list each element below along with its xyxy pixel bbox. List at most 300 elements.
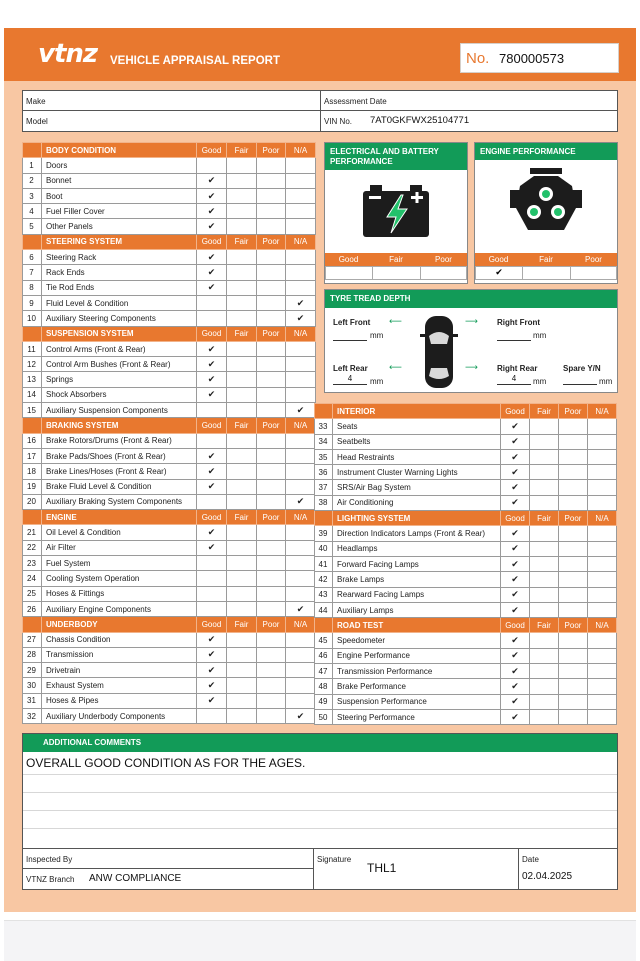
rating-cell-fair[interactable] <box>530 480 559 495</box>
rating-cell-good[interactable]: ✔ <box>197 448 227 463</box>
checklist-row <box>315 602 617 617</box>
rating-cell-poor[interactable] <box>559 465 588 480</box>
rating-cell-good[interactable]: ✔ <box>501 633 530 648</box>
rating-cell-na[interactable] <box>286 525 316 540</box>
item-label: Direction Indicators Lamps (Front & Rear) <box>333 526 501 541</box>
item-number: 16 <box>23 433 42 448</box>
rating-cell-fair[interactable] <box>227 341 257 356</box>
rating-cell-poor[interactable] <box>257 663 286 678</box>
item-number: 44 <box>315 602 333 617</box>
checklist-row <box>23 448 316 463</box>
rating-cell-fair[interactable] <box>227 403 257 418</box>
rating-cell-fair[interactable] <box>530 602 559 617</box>
rating-cell-good[interactable]: ✔ <box>197 663 227 678</box>
rating-header-na: N/A <box>588 618 617 633</box>
rating-cell-na[interactable] <box>588 602 617 617</box>
rating-cell-fair[interactable] <box>227 556 257 571</box>
rating-cell-na[interactable] <box>286 433 316 448</box>
rating-cell-good[interactable]: ✔ <box>197 678 227 693</box>
mm-unit: mm <box>370 331 384 340</box>
section-number-cell <box>315 404 333 419</box>
checklist-row <box>315 541 617 556</box>
rating-cell-fair[interactable] <box>227 188 257 203</box>
rating-cell-fair[interactable] <box>530 709 559 724</box>
rating-header-fair: Fair <box>227 326 257 341</box>
item-number: 47 <box>315 664 333 679</box>
checklist-row <box>315 633 617 648</box>
item-label: Brake Lines/Hoses (Front & Rear) <box>42 464 197 479</box>
rating-cell-fair[interactable] <box>227 311 257 326</box>
rating-header-good: Good <box>501 511 530 526</box>
rating-cell-na[interactable] <box>286 647 316 662</box>
rating-cell-fair[interactable] <box>227 525 257 540</box>
checklist-row <box>315 648 617 663</box>
rating-cell-poor[interactable] <box>257 265 286 280</box>
rating-cell-good[interactable] <box>197 556 227 571</box>
rating-cell-na[interactable] <box>286 158 316 173</box>
section-header <box>315 511 617 526</box>
rating-cell-fair[interactable] <box>227 265 257 280</box>
item-number: 32 <box>23 708 42 723</box>
battery-icon <box>361 183 431 239</box>
rating-cell-good[interactable]: ✔ <box>501 556 530 571</box>
rating-cell-poor[interactable] <box>257 571 286 586</box>
rating-cell-good[interactable]: ✔ <box>501 449 530 464</box>
rating-cell-poor[interactable] <box>257 632 286 647</box>
rating-cell-good[interactable]: ✔ <box>197 464 227 479</box>
item-label: Auxiliary Underbody Components <box>42 708 197 723</box>
rating-cell-na[interactable] <box>286 479 316 494</box>
rating-cell-good[interactable]: ✔ <box>501 709 530 724</box>
rating-cell-good[interactable]: ✔ <box>197 188 227 203</box>
rating-cell-good[interactable] <box>197 158 227 173</box>
rating-good-label: Good <box>488 255 509 264</box>
rating-cell-fair[interactable] <box>227 647 257 662</box>
rating-cell-na[interactable] <box>588 419 617 434</box>
rating-cell-na[interactable] <box>286 219 316 234</box>
rating-cell-fair[interactable] <box>530 434 559 449</box>
rating-cell-poor[interactable] <box>257 433 286 448</box>
item-number: 41 <box>315 556 333 571</box>
rating-cell-good[interactable]: ✔ <box>501 419 530 434</box>
rating-cell-na[interactable] <box>588 679 617 694</box>
rating-cell-na[interactable] <box>588 541 617 556</box>
item-label: Suspension Performance <box>333 694 501 709</box>
rating-cell-poor[interactable] <box>257 601 286 616</box>
rating-cell-fair[interactable] <box>227 586 257 601</box>
rating-cell-good[interactable] <box>197 311 227 326</box>
rating-cell-good[interactable]: ✔ <box>197 173 227 188</box>
item-label: Drivetrain <box>42 663 197 678</box>
rating-cell-poor[interactable] <box>257 372 286 387</box>
left-rear-label: Left Rear <box>333 364 368 373</box>
rating-cell-na[interactable]: ✔ <box>286 295 316 310</box>
rating-cell-fair[interactable] <box>227 693 257 708</box>
rating-cell-good[interactable]: ✔ <box>197 387 227 402</box>
section-title: ENGINE <box>42 510 197 525</box>
rating-cell-poor[interactable] <box>257 188 286 203</box>
right-rear-value[interactable]: 4 <box>511 374 517 383</box>
rating-cell-poor[interactable] <box>559 633 588 648</box>
rating-cell-na[interactable] <box>286 387 316 402</box>
rating-cell-fair[interactable] <box>530 419 559 434</box>
rating-cell-poor[interactable] <box>257 464 286 479</box>
item-label: Other Panels <box>42 219 197 234</box>
rating-cell-na[interactable] <box>588 480 617 495</box>
rating-cell-fair[interactable] <box>227 494 257 509</box>
rating-cell-na[interactable] <box>286 448 316 463</box>
checklist-row <box>23 678 316 693</box>
branch-value[interactable]: ANW COMPLIANCE <box>89 873 182 884</box>
rating-cell-poor[interactable] <box>257 311 286 326</box>
rating-cell-na[interactable] <box>286 632 316 647</box>
rating-cell-good[interactable]: ✔ <box>197 479 227 494</box>
rating-cell-good[interactable]: ✔ <box>197 632 227 647</box>
rating-cell-good[interactable]: ✔ <box>197 250 227 265</box>
item-label: Fuel Filler Cover <box>42 204 197 219</box>
item-number: 43 <box>315 587 333 602</box>
rating-cell-good[interactable]: ✔ <box>197 540 227 555</box>
rating-cell-na[interactable]: ✔ <box>286 311 316 326</box>
rating-cell-good[interactable]: ✔ <box>197 372 227 387</box>
rating-cell-fair[interactable] <box>530 694 559 709</box>
rating-cell-poor[interactable] <box>559 572 588 587</box>
rating-cell-fair[interactable] <box>530 556 559 571</box>
rating-cell-poor[interactable] <box>559 587 588 602</box>
electrical-good-cell[interactable] <box>325 266 373 280</box>
rating-cell-good[interactable] <box>197 403 227 418</box>
item-number: 11 <box>23 341 42 356</box>
rating-cell-poor[interactable] <box>559 709 588 724</box>
rating-cell-poor[interactable] <box>257 387 286 402</box>
rating-cell-fair[interactable] <box>227 173 257 188</box>
rating-cell-na[interactable]: ✔ <box>286 601 316 616</box>
rating-cell-na[interactable] <box>286 341 316 356</box>
rating-cell-good[interactable] <box>197 708 227 723</box>
rating-poor-label: Poor <box>585 255 602 264</box>
rating-cell-na[interactable] <box>286 693 316 708</box>
rating-cell-na[interactable] <box>588 434 617 449</box>
item-number: 25 <box>23 586 42 601</box>
rating-cell-fair[interactable] <box>227 571 257 586</box>
rating-cell-good[interactable]: ✔ <box>197 219 227 234</box>
rating-cell-poor[interactable] <box>559 480 588 495</box>
checklist-row <box>23 663 316 678</box>
item-label: Brake Lamps <box>333 572 501 587</box>
report-number-label: No. <box>466 50 490 67</box>
rating-cell-poor[interactable] <box>257 586 286 601</box>
rating-cell-poor[interactable] <box>257 173 286 188</box>
rating-cell-fair[interactable] <box>530 648 559 663</box>
rating-cell-fair[interactable] <box>227 601 257 616</box>
rating-cell-na[interactable] <box>588 556 617 571</box>
rating-cell-poor[interactable] <box>257 448 286 463</box>
section-title: BODY CONDITION <box>42 143 197 158</box>
rating-cell-fair[interactable] <box>227 708 257 723</box>
rating-cell-na[interactable] <box>286 571 316 586</box>
rating-cell-na[interactable] <box>588 587 617 602</box>
rating-cell-poor[interactable] <box>257 708 286 723</box>
rating-cell-na[interactable]: ✔ <box>286 494 316 509</box>
rating-cell-fair[interactable] <box>227 158 257 173</box>
rating-cell-good[interactable]: ✔ <box>197 525 227 540</box>
rating-cell-good[interactable] <box>197 295 227 310</box>
item-number: 4 <box>23 204 42 219</box>
section-number-cell <box>23 510 42 525</box>
rating-header-good: Good <box>197 326 227 341</box>
rating-cell-good[interactable]: ✔ <box>501 572 530 587</box>
section-header <box>23 326 316 341</box>
rating-cell-poor[interactable] <box>257 280 286 295</box>
rating-cell-fair[interactable] <box>530 587 559 602</box>
rating-cell-good[interactable] <box>197 586 227 601</box>
rating-cell-fair[interactable] <box>227 540 257 555</box>
rating-header-fair: Fair <box>227 418 257 433</box>
rating-cell-poor[interactable] <box>257 693 286 708</box>
rating-cell-poor[interactable] <box>257 204 286 219</box>
rating-header-good: Good <box>501 404 530 419</box>
rating-cell-fair[interactable] <box>227 678 257 693</box>
tyre-panel-title: TYRE TREAD DEPTH <box>325 290 617 308</box>
date-value[interactable]: 02.04.2025 <box>522 871 573 882</box>
electrical-battery-panel <box>324 142 468 284</box>
rating-cell-fair[interactable] <box>227 632 257 647</box>
branch-label: VTNZ Branch <box>26 875 75 884</box>
rating-header-fair: Fair <box>227 143 257 158</box>
rating-cell-na[interactable] <box>286 556 316 571</box>
rating-cell-good[interactable] <box>197 571 227 586</box>
rating-cell-poor[interactable] <box>257 357 286 372</box>
rating-cell-good[interactable]: ✔ <box>197 357 227 372</box>
rating-cell-fair[interactable] <box>530 449 559 464</box>
rating-cell-good[interactable]: ✔ <box>501 526 530 541</box>
rating-cell-na[interactable] <box>286 464 316 479</box>
rating-cell-fair[interactable] <box>227 448 257 463</box>
rating-cell-good[interactable]: ✔ <box>501 495 530 510</box>
rating-cell-good[interactable]: ✔ <box>501 602 530 617</box>
section-header <box>315 404 617 419</box>
rating-cell-na[interactable] <box>286 678 316 693</box>
rating-cell-good[interactable]: ✔ <box>197 280 227 295</box>
checklist-row <box>23 556 316 571</box>
rating-cell-poor[interactable] <box>257 158 286 173</box>
engine-fair-cell[interactable] <box>522 266 571 280</box>
rating-cell-good[interactable]: ✔ <box>501 648 530 663</box>
rating-cell-good[interactable]: ✔ <box>501 664 530 679</box>
rating-cell-na[interactable] <box>588 648 617 663</box>
rating-cell-fair[interactable] <box>227 372 257 387</box>
rating-cell-fair[interactable] <box>227 280 257 295</box>
section-title: ROAD TEST <box>333 618 501 633</box>
rating-cell-na[interactable] <box>286 586 316 601</box>
rating-cell-na[interactable] <box>286 540 316 555</box>
rating-cell-fair[interactable] <box>530 495 559 510</box>
rating-cell-good[interactable]: ✔ <box>501 694 530 709</box>
rating-cell-poor[interactable] <box>559 664 588 679</box>
rating-cell-poor[interactable] <box>257 494 286 509</box>
rating-cell-fair[interactable] <box>530 526 559 541</box>
rating-cell-na[interactable] <box>286 357 316 372</box>
comments-title: ADDITIONAL COMMENTS <box>23 734 617 752</box>
rating-cell-good[interactable]: ✔ <box>501 679 530 694</box>
checklist-row <box>315 449 617 464</box>
item-number: 34 <box>315 434 333 449</box>
rating-cell-poor[interactable] <box>257 540 286 555</box>
checklist-row <box>315 419 617 434</box>
rating-cell-poor[interactable] <box>257 219 286 234</box>
rating-cell-fair[interactable] <box>227 219 257 234</box>
rating-good-label: Good <box>338 255 359 264</box>
vehicle-info-box <box>22 90 618 132</box>
rating-cell-na[interactable] <box>286 280 316 295</box>
rating-cell-good[interactable] <box>197 433 227 448</box>
left-rear-value[interactable]: 4 <box>347 374 353 383</box>
rating-cell-na[interactable] <box>588 495 617 510</box>
rating-cell-na[interactable] <box>286 173 316 188</box>
rating-cell-fair[interactable] <box>530 664 559 679</box>
rating-cell-good[interactable]: ✔ <box>197 693 227 708</box>
rating-cell-poor[interactable] <box>257 403 286 418</box>
rating-cell-good[interactable]: ✔ <box>197 204 227 219</box>
rating-cell-good[interactable]: ✔ <box>501 541 530 556</box>
rating-cell-fair[interactable] <box>227 387 257 402</box>
checklist-row <box>315 709 617 724</box>
rating-cell-poor[interactable] <box>559 526 588 541</box>
comment-rule <box>23 774 617 775</box>
rating-cell-poor[interactable] <box>257 479 286 494</box>
report-title: VEHICLE APPRAISAL REPORT <box>110 55 280 67</box>
rating-cell-na[interactable] <box>588 664 617 679</box>
rating-header-good: Good <box>197 617 227 632</box>
rating-cell-na[interactable]: ✔ <box>286 403 316 418</box>
rating-cell-poor[interactable] <box>559 419 588 434</box>
rating-cell-good[interactable] <box>197 494 227 509</box>
divider <box>518 849 519 889</box>
item-number: 17 <box>23 448 42 463</box>
signature-value[interactable]: THL1 <box>367 861 397 875</box>
item-label: Air Filter <box>42 540 197 555</box>
item-label: Transmission <box>42 647 197 662</box>
rating-cell-na[interactable] <box>588 709 617 724</box>
rating-cell-poor[interactable] <box>257 647 286 662</box>
checklist-row <box>23 173 316 188</box>
rating-cell-fair[interactable] <box>530 465 559 480</box>
electrical-fair-cell[interactable] <box>372 266 421 280</box>
rating-cell-poor[interactable] <box>257 678 286 693</box>
section-title: BRAKING SYSTEM <box>42 418 197 433</box>
rating-cell-fair[interactable] <box>227 479 257 494</box>
rating-cell-na[interactable] <box>286 265 316 280</box>
rating-cell-good[interactable]: ✔ <box>197 341 227 356</box>
rating-cell-poor[interactable] <box>559 694 588 709</box>
rating-cell-fair[interactable] <box>227 433 257 448</box>
item-label: Hoses & Pipes <box>42 693 197 708</box>
rating-cell-na[interactable] <box>588 633 617 648</box>
rating-cell-poor[interactable] <box>559 434 588 449</box>
rating-cell-good[interactable]: ✔ <box>501 480 530 495</box>
left-checklist-table <box>22 142 316 724</box>
comments-text[interactable]: OVERALL GOOD CONDITION AS FOR THE AGES. <box>26 756 306 770</box>
section-number-cell <box>23 617 42 632</box>
rating-cell-na[interactable] <box>286 372 316 387</box>
divider <box>320 91 321 131</box>
rating-cell-na[interactable]: ✔ <box>286 708 316 723</box>
tyre-tread-panel <box>324 289 618 393</box>
rating-cell-fair[interactable] <box>227 295 257 310</box>
rating-cell-poor[interactable] <box>257 556 286 571</box>
electrical-panel-title: ELECTRICAL AND BATTERY PERFORMANCE <box>325 143 467 170</box>
engine-poor-cell[interactable] <box>570 266 617 280</box>
rating-cell-poor[interactable] <box>257 250 286 265</box>
item-label: Chassis Condition <box>42 632 197 647</box>
item-label: Hoses & Fittings <box>42 586 197 601</box>
item-number: 22 <box>23 540 42 555</box>
item-label: SRS/Air Bag System <box>333 480 501 495</box>
item-number: 20 <box>23 494 42 509</box>
rating-cell-poor[interactable] <box>559 541 588 556</box>
item-number: 18 <box>23 464 42 479</box>
rating-cell-na[interactable] <box>588 465 617 480</box>
rating-cell-poor[interactable] <box>257 525 286 540</box>
rating-cell-fair[interactable] <box>530 679 559 694</box>
rating-cell-good[interactable]: ✔ <box>501 587 530 602</box>
checklist-row <box>315 480 617 495</box>
rating-cell-poor[interactable] <box>257 341 286 356</box>
rating-cell-poor[interactable] <box>559 679 588 694</box>
item-number: 3 <box>23 188 42 203</box>
rating-header-good: Good <box>197 510 227 525</box>
rating-cell-na[interactable] <box>588 694 617 709</box>
checklist-row <box>315 664 617 679</box>
rating-cell-good[interactable]: ✔ <box>501 434 530 449</box>
rating-cell-fair[interactable] <box>227 464 257 479</box>
rating-cell-poor[interactable] <box>257 295 286 310</box>
rating-cell-na[interactable] <box>286 188 316 203</box>
rating-cell-fair[interactable] <box>227 250 257 265</box>
electrical-poor-cell[interactable] <box>420 266 467 280</box>
rating-cell-fair[interactable] <box>227 204 257 219</box>
rating-cell-na[interactable] <box>588 572 617 587</box>
rating-cell-poor[interactable] <box>559 556 588 571</box>
rating-cell-good[interactable] <box>197 601 227 616</box>
engine-good-cell[interactable]: ✔ <box>475 266 523 280</box>
rating-cell-poor[interactable] <box>559 648 588 663</box>
checklist-row <box>23 494 316 509</box>
rating-cell-fair[interactable] <box>530 633 559 648</box>
rating-cell-poor[interactable] <box>559 602 588 617</box>
rating-cell-good[interactable]: ✔ <box>197 265 227 280</box>
item-label: Steering Performance <box>333 709 501 724</box>
rating-cell-fair[interactable] <box>530 572 559 587</box>
rating-cell-na[interactable] <box>286 204 316 219</box>
checklist-row <box>23 403 316 418</box>
item-label: Transmission Performance <box>333 664 501 679</box>
checklist-row <box>23 571 316 586</box>
rating-cell-na[interactable] <box>588 526 617 541</box>
item-label: Control Arms (Front & Rear) <box>42 341 197 356</box>
rating-cell-na[interactable] <box>286 250 316 265</box>
rating-cell-na[interactable] <box>286 663 316 678</box>
rating-cell-poor[interactable] <box>559 449 588 464</box>
rating-cell-na[interactable] <box>588 449 617 464</box>
rating-cell-good[interactable]: ✔ <box>501 465 530 480</box>
rating-cell-good[interactable]: ✔ <box>197 647 227 662</box>
rating-cell-fair[interactable] <box>227 663 257 678</box>
rating-cell-fair[interactable] <box>227 357 257 372</box>
right-rear-label: Right Rear <box>497 364 538 373</box>
rating-cell-poor[interactable] <box>559 495 588 510</box>
rating-cell-fair[interactable] <box>530 541 559 556</box>
